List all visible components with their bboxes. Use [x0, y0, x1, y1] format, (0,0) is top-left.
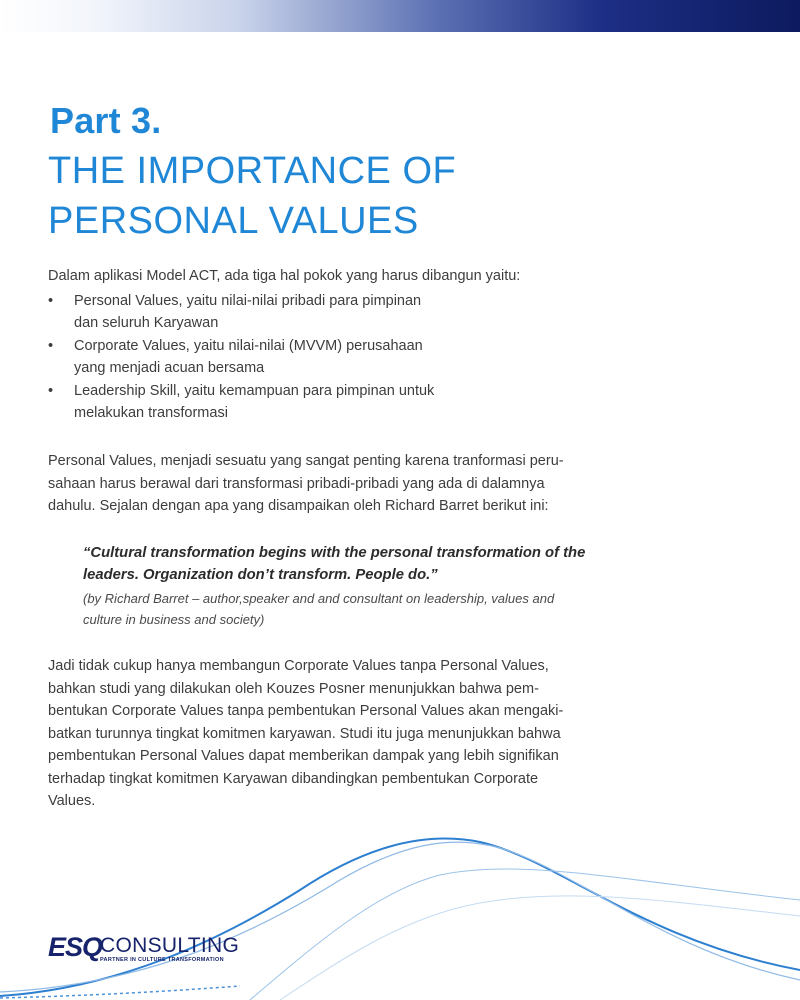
list-item-text: Corporate Values, yaitu nilai-nilai (MVVM) perusahaan — [74, 338, 423, 354]
body-paragraph — [48, 450, 648, 518]
quote-line: leaders. Organization don’t transform. People do.” — [83, 567, 438, 583]
list-item — [48, 335, 434, 379]
paragraph-line: pembentukan Personal Values dapat memberikan dampak yang lebih signifikan — [48, 748, 559, 764]
intro-sentence: Dalam aplikasi Model ACT, ada tiga hal pokok yang harus dibangun yaitu: — [48, 268, 521, 284]
list-item-text: Leadership Skill, yaitu kemampuan para pimpinan untuk — [74, 383, 435, 399]
bullet-icon: • — [48, 383, 54, 399]
section-title — [48, 146, 648, 246]
bullet-icon: • — [48, 293, 54, 309]
quote-source-line: culture in business and society) — [83, 612, 265, 627]
paragraph-line: dahulu. Sejalan dengan apa yang disampaikan oleh Richard Barret berikut ini: — [48, 498, 549, 514]
logo-mark: ESQ — [48, 932, 103, 962]
paragraph-line: Jadi tidak cukup hanya membangun Corporate Values tanpa Personal Values, — [48, 658, 549, 674]
esq-consulting-logo — [48, 932, 248, 968]
section-title-line: THE IMPORTANCE OF — [48, 150, 457, 192]
logo-tagline: PARTNER IN CULTURE TRANSFORMATION — [100, 957, 224, 963]
list-item-text: Personal Values, yaitu nilai-nilai pribadi para pimpinan — [74, 293, 422, 309]
list-item-text: yang menjadi acuan bersama — [74, 360, 265, 376]
paragraph-line: Personal Values, menjadi sesuatu yang sangat penting karena tranformasi peru- — [48, 453, 564, 469]
paragraph-line: bentukan Corporate Values tanpa pembentukan Personal Values akan mengaki- — [48, 703, 564, 719]
part-label: Part 3. — [50, 100, 162, 141]
body-paragraph — [48, 655, 648, 813]
quote-text — [83, 542, 663, 586]
quote-line: “Cultural transformation begins with the personal transformation of the — [83, 545, 586, 561]
paragraph-line: sahaan harus berawal dari transformasi pribadi-pribadi yang ada di dalamnya — [48, 475, 545, 492]
quote-source-line: (by Richard Barret – author,speaker and and consultant on leadership, values and — [83, 591, 555, 606]
decorative-waves — [0, 820, 800, 1000]
paragraph-line: bahkan studi yang dilakukan oleh Kouzes Posner menunjukkan bahwa pem- — [48, 680, 539, 697]
list-item-text: melakukan transformasi — [74, 405, 228, 421]
wave-line — [0, 842, 800, 992]
wave-line — [0, 839, 800, 996]
logo-wordmark: CONSULTING — [100, 934, 240, 957]
section-title-line: PERSONAL VALUES — [48, 200, 419, 242]
list-item — [48, 380, 434, 424]
paragraph-line: terhadap tingkat komitmen Karyawan dibandingkan pembentukan Corporate — [48, 770, 539, 787]
list-item-text: dan seluruh Karyawan — [74, 315, 219, 331]
wave-line — [250, 869, 800, 1000]
quote-source — [83, 588, 663, 630]
top-header-band — [0, 0, 800, 32]
list-item — [48, 290, 434, 334]
wave-line — [280, 896, 800, 1000]
bullet-icon: • — [48, 338, 54, 354]
quote-block — [83, 542, 663, 630]
act-pillars-list — [48, 290, 434, 425]
paragraph-line: Values. — [48, 793, 96, 809]
paragraph-line: batkan turunnya tingkat komitmen karyawan. Studi itu juga menunjukkan bahwa — [48, 725, 561, 742]
